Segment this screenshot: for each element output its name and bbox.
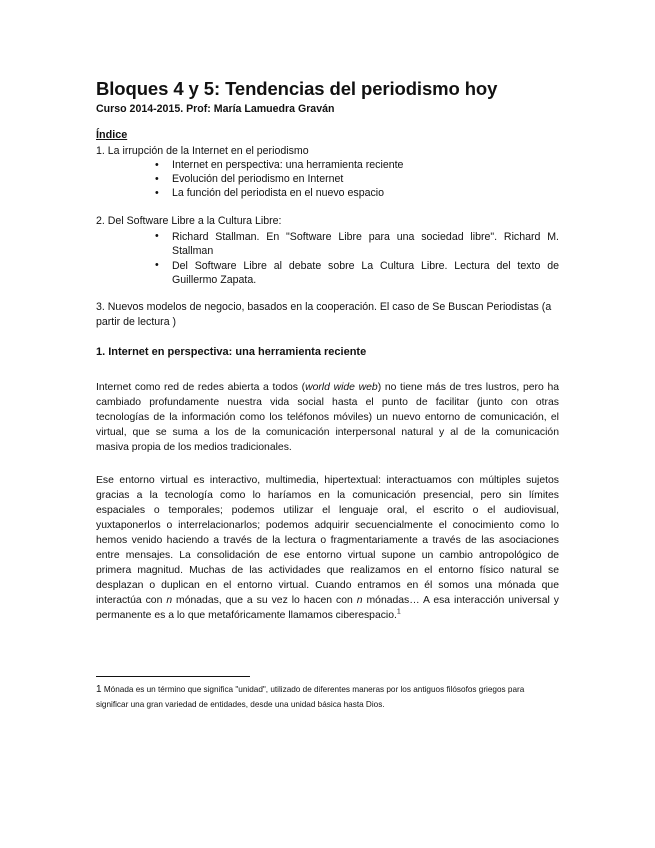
footnote-number: 1: [96, 684, 102, 695]
paragraph-1-line: masiva propia de los medios tradicionales.: [96, 442, 292, 453]
bullet-icon: •: [155, 187, 159, 199]
bullet-icon: •: [155, 173, 159, 185]
paragraph-1-line: cambiado profundamente nuestra vida social hasta el punto de facilitar (junto con otras: [96, 397, 559, 408]
paragraph-1-line: virtual, que se suma a los de la comunicación interpersonal natural y al de la comunicación: [96, 427, 559, 438]
paragraph-1-line: tecnologías de la información como los teléfonos móviles) un nuevo entorno de comunicación, el: [96, 412, 559, 423]
footnote-line: significar una gran variedad de entidades, desde una unidad básica hasta Dios.: [96, 700, 385, 709]
index-heading: Índice: [96, 129, 128, 141]
paragraph-2-line: Ese entorno virtual es interactivo, multimedia, hipertextual: interactuamos con múltiples sujetos: [96, 475, 559, 486]
bullet-text-line: Guillermo Zapata.: [172, 274, 257, 286]
index-section-3: 3. Nuevos modelos de negocio, basados en la cooperación. El caso de Se Buscan Periodistas (a: [96, 301, 552, 313]
bullet-text: Internet en perspectiva: una herramienta reciente: [172, 159, 404, 171]
paragraph-2-line: permanente es a lo que metafóricamente llamamos ciberespacio.$^1$: [96, 608, 401, 621]
document-title: Bloques 4 y 5: Tendencias del periodismo hoy: [96, 78, 498, 99]
bullet-icon: •: [155, 159, 159, 171]
section-heading: 1. Internet en perspectiva: una herramienta reciente: [96, 346, 367, 358]
index-section-3-cont: partir de lectura ): [96, 316, 177, 328]
paragraph-2-line: espaciales o temporales; podemos utilizar el lenguaje oral, el escrito o el audiovisual,: [96, 505, 559, 516]
bullet-icon: •: [155, 230, 159, 242]
index-section-1: 1. La irrupción de la Internet en el periodismo: [96, 145, 309, 157]
bullet-icon: •: [155, 259, 159, 271]
paragraph-2-line: entre mensajes. La consolidación de ese entorno virtual supone un cambio antropológico de: [96, 550, 559, 561]
bullet-text-line: Del Software Libre al debate sobre La Cultura Libre. Lectura del texto de: [172, 260, 559, 272]
paragraph-2-line: yuxtaponerlos o interrelacionarlos; podemos adquirir secuencialmente el conocimiento como lo: [96, 520, 559, 531]
index-section-2: 2. Del Software Libre a la Cultura Libre:: [96, 215, 282, 227]
footnote-line: 1 Mónada es un término que significa "unidad", utilizado de diferentes maneras por los antiguos filósofos griegos para: [96, 684, 525, 695]
bullet-text: La función del periodista en el nuevo espacio: [172, 187, 385, 199]
paragraph-2-line: desplazan o duplican en el entorno virtual. Cuando entramos en él somos una mónada que: [96, 580, 559, 591]
paragraph-2-line: interactúa con n mónadas, que a su vez lo hacen con n mónadas… A esa interacción universal y: [96, 595, 559, 606]
bullet-text-line: Richard Stallman. En "Software Libre para una sociedad libre". Richard M.: [172, 231, 559, 243]
bullet-text-line: Stallman: [172, 245, 214, 257]
footnote-divider: [96, 676, 250, 677]
footnote-reference[interactable]: 1: [396, 608, 401, 616]
bullet-text: Evolución del periodismo en Internet: [172, 173, 344, 185]
document-subtitle: Curso 2014-2015. Prof: María Lamuedra Graván: [96, 103, 335, 115]
paragraph-2-line: primera magnitud. Muchas de las actividades que realizamos en el entorno físico natural se: [96, 565, 559, 576]
paragraph-2-line: gracias a la tecnología como lo haríamos en la comunicación presencial, pero sin límites: [96, 490, 559, 501]
paragraph-1-line: Internet como red de redes abierta a todos (world wide web) no tiene más de tres lustros, pero ha: [96, 382, 560, 393]
paragraph-2-line: hemos venido haciendo a través de la lectura o fragmentariamente a través de las asociaciones: [96, 535, 559, 546]
